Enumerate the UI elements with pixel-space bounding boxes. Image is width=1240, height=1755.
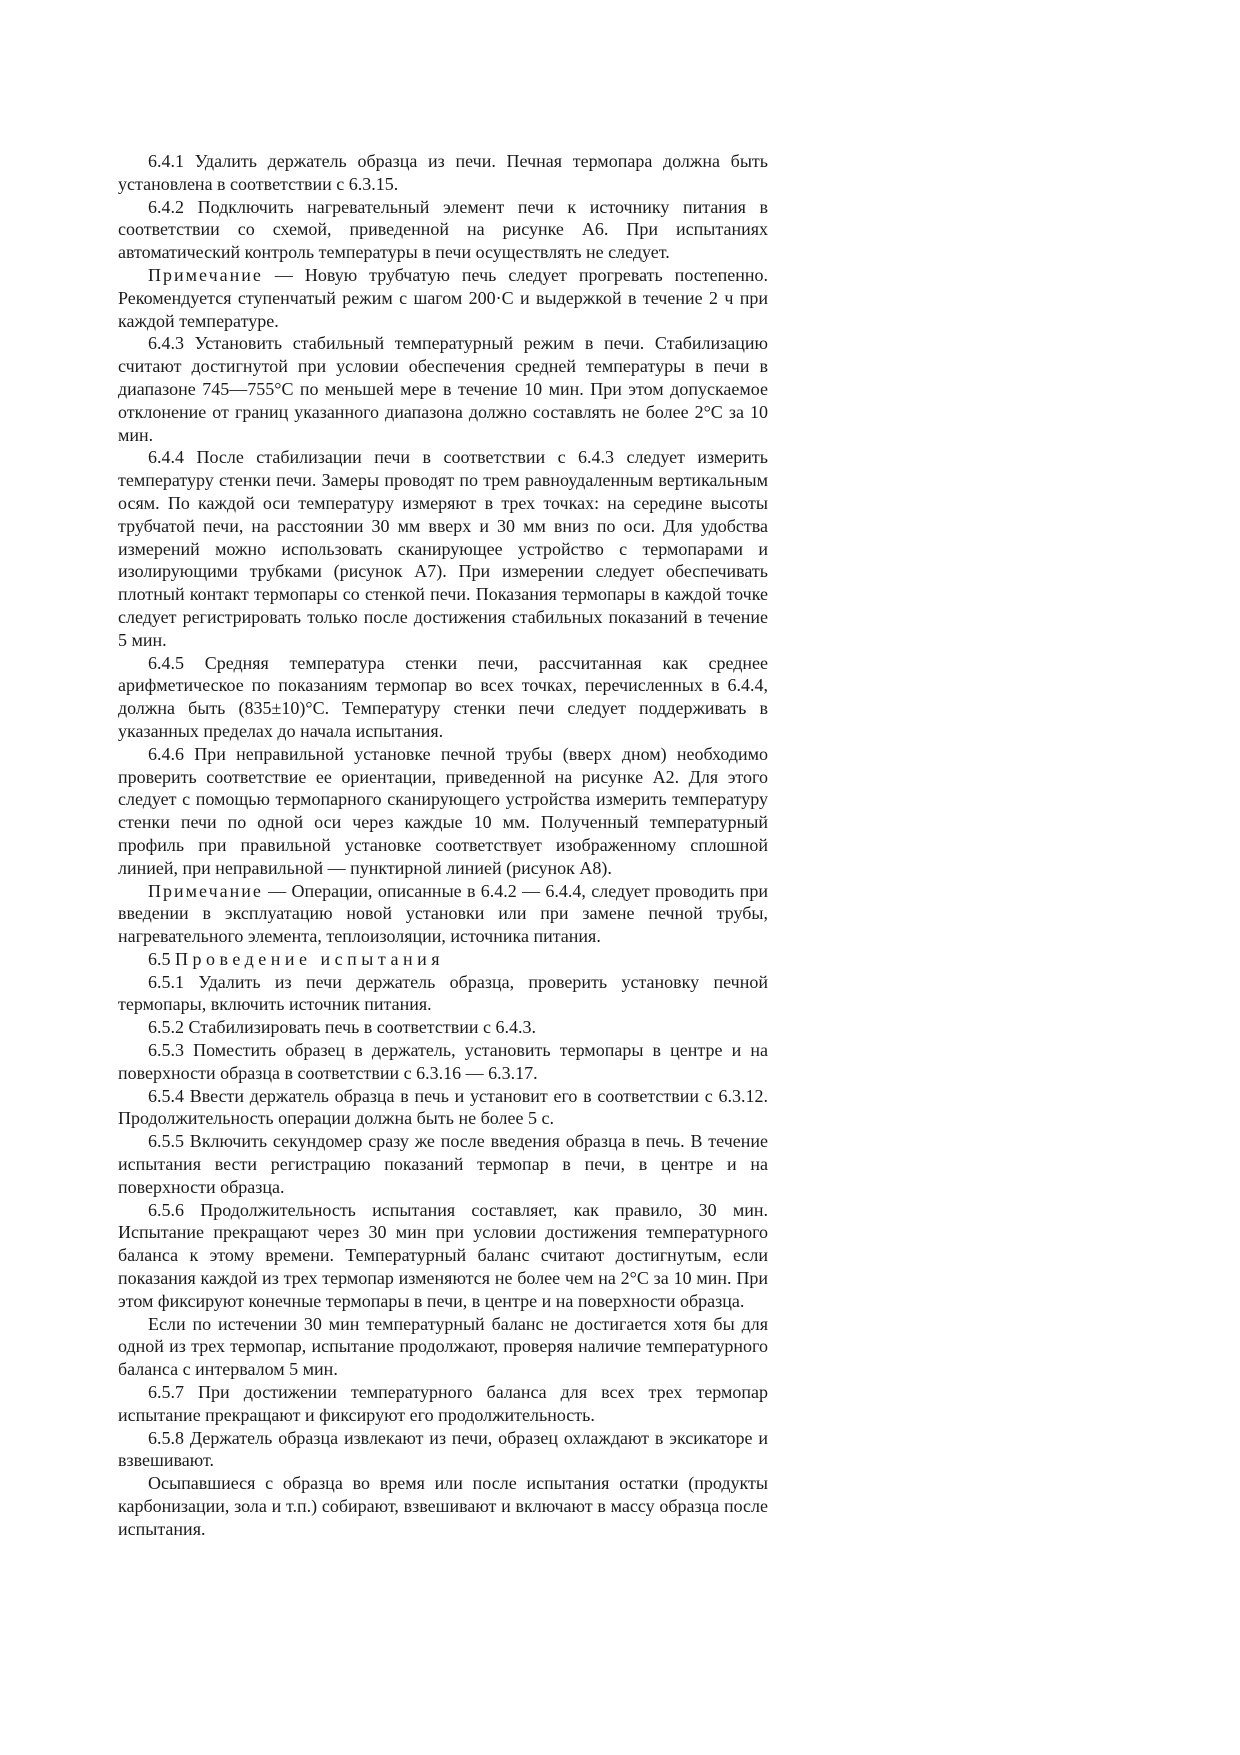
note-1 bbox=[118, 264, 768, 332]
paragraph-6-4-5: 6.4.5 Средняя температура стенки печи, рассчитанная как среднее арифметическое по показаниям термопар во всех точках, перечисленных в 6.4.4, должна быть (835±10)°С. Температуру стенки печи следует поддерживать в указанных пределах до начала испытания. bbox=[118, 652, 768, 741]
note-2 bbox=[118, 880, 768, 948]
paragraph-6-5-3: 6.5.3 Поместить образец в держатель, установить термопары в центре и на поверхности образца в соответствии с 6.3.16 — 6.3.17. bbox=[118, 1040, 768, 1083]
paragraph-6-5-6-continued: Если по истечении 30 мин температурный баланс не достигается хотя бы для одной из трех термопар, испытание продолжают, проверяя наличие температурного баланса с интервалом 5 мин. bbox=[118, 1313, 768, 1380]
paragraph-6-4-4: 6.4.4 После стабилизации печи в соответствии с 6.4.3 следует измерить температуру стенки печи. Замеры проводят по трем равноудаленным вертикальным осям. По каждой оси температуру измеряют в трех точках: на середине высоты трубчатой печи, на расстоянии 30 мм вверх и 30 мм вниз по оси. Для удобства измерений можно использовать сканирующее устройство с термопарами и изолирующими трубками (рисунок А7). При измерении следует обеспечивать плотный контакт термопары со стенкой печи. Показания термопары в каждой точке следует регистрировать только после достижения стабильных показаний в течение 5 мин. bbox=[118, 447, 768, 650]
note-2-label: Примечание bbox=[148, 880, 263, 901]
document-page bbox=[118, 150, 768, 1541]
paragraph-6-5-5: 6.5.5 Включить секундомер сразу же после введения образца в печь. В течение испытания вести регистрацию показаний термопар в печи, в центре и на поверхности образца. bbox=[118, 1131, 768, 1197]
paragraph-6-5-6: 6.5.6 Продолжительность испытания составляет, как правило, 30 мин. Испытание прекращают через 30 мин при условии достижения температурного баланса к этому времени. Температурный баланс считают достигнутым, если показания каждой из трех термопар изменяются не более чем на 2°С за 10 мин. При этом фиксируют конечные термопары в печи, в центре и на поверхности образца. bbox=[118, 1199, 768, 1311]
section-title: Проведение испытания bbox=[175, 948, 445, 969]
paragraph-6-5-8-continued: Осыпавшиеся с образца во время или после испытания остатки (продукты карбонизации, зола и т.п.) собирают, взвешивают и включают в массу образца после испытания. bbox=[118, 1473, 768, 1539]
note-1-text: — Новую трубчатую печь следует прогревать постепенно. Рекомендуется ступенчатый режим с шагом 200·С и выдержкой в течение 2 ч при каждой температуре. bbox=[118, 264, 768, 331]
note-1-label: Примечание bbox=[148, 264, 263, 285]
note-2-text: — Операции, описанные в 6.4.2 — 6.4.4, следует проводить при введении в эксплуатацию новой установки или при замене печной трубы, нагревательного элемента, теплоизоляции, источника питания. bbox=[118, 880, 768, 947]
section-number: 6.5 bbox=[148, 948, 175, 969]
paragraph-6-4-6: 6.4.6 При неправильной установке печной трубы (вверх дном) необходимо проверить соответствие ее ориентации, приведенной на рисунке А2. Для этого следует с помощью термопарного сканирующего устройства измерить температуру стенки печи по одной оси через каждые 10 мм. Полученный температурный профиль при правильной установке соответствует изображенному сплошной линией, при неправильной — пунктирной линией (рисунок А8). bbox=[118, 743, 768, 878]
paragraph-6-4-3: 6.4.3 Установить стабильный температурный режим в печи. Стабилизацию считают достигнутой при условии обеспечения средней температуры в печи в диапазоне 745—755°С по меньшей мере в течение 10 мин. При этом допускаемое отклонение от границ указанного диапазона должно составлять не более 2°С за 10 мин. bbox=[118, 333, 768, 445]
paragraph-6-5-8: 6.5.8 Держатель образца извлекают из печи, образец охлаждают в эксикаторе и взвешивают. bbox=[118, 1427, 768, 1471]
paragraph-6-5-4: 6.5.4 Ввести держатель образца в печь и установит его в соответствии с 6.3.12. Продолжительность операции должна быть не более 5 с. bbox=[118, 1085, 768, 1129]
paragraph-6-5-7: 6.5.7 При достижении температурного баланса для всех трех термопар испытание прекращают и фиксируют его продолжительность. bbox=[118, 1382, 768, 1425]
paragraph-6-5-1: 6.5.1 Удалить из печи держатель образца, проверить установку печной термопары, включить источник питания. bbox=[118, 971, 768, 1015]
section-heading-6-5 bbox=[118, 948, 768, 971]
paragraph-6-4-1: 6.4.1 Удалить держатель образца из печи. Печная термопара должна быть установлена в соответствии с 6.3.15. bbox=[118, 151, 768, 194]
paragraph-6-4-2: 6.4.2 Подключить нагревательный элемент печи к источнику питания в соответствии со схемой, приведенной на рисунке А6. При испытаниях автоматический контроль температуры в печи осуществлять не следует. bbox=[118, 196, 768, 263]
paragraph-6-5-2: 6.5.2 Стабилизировать печь в соответствии с 6.4.3. bbox=[148, 1017, 536, 1038]
